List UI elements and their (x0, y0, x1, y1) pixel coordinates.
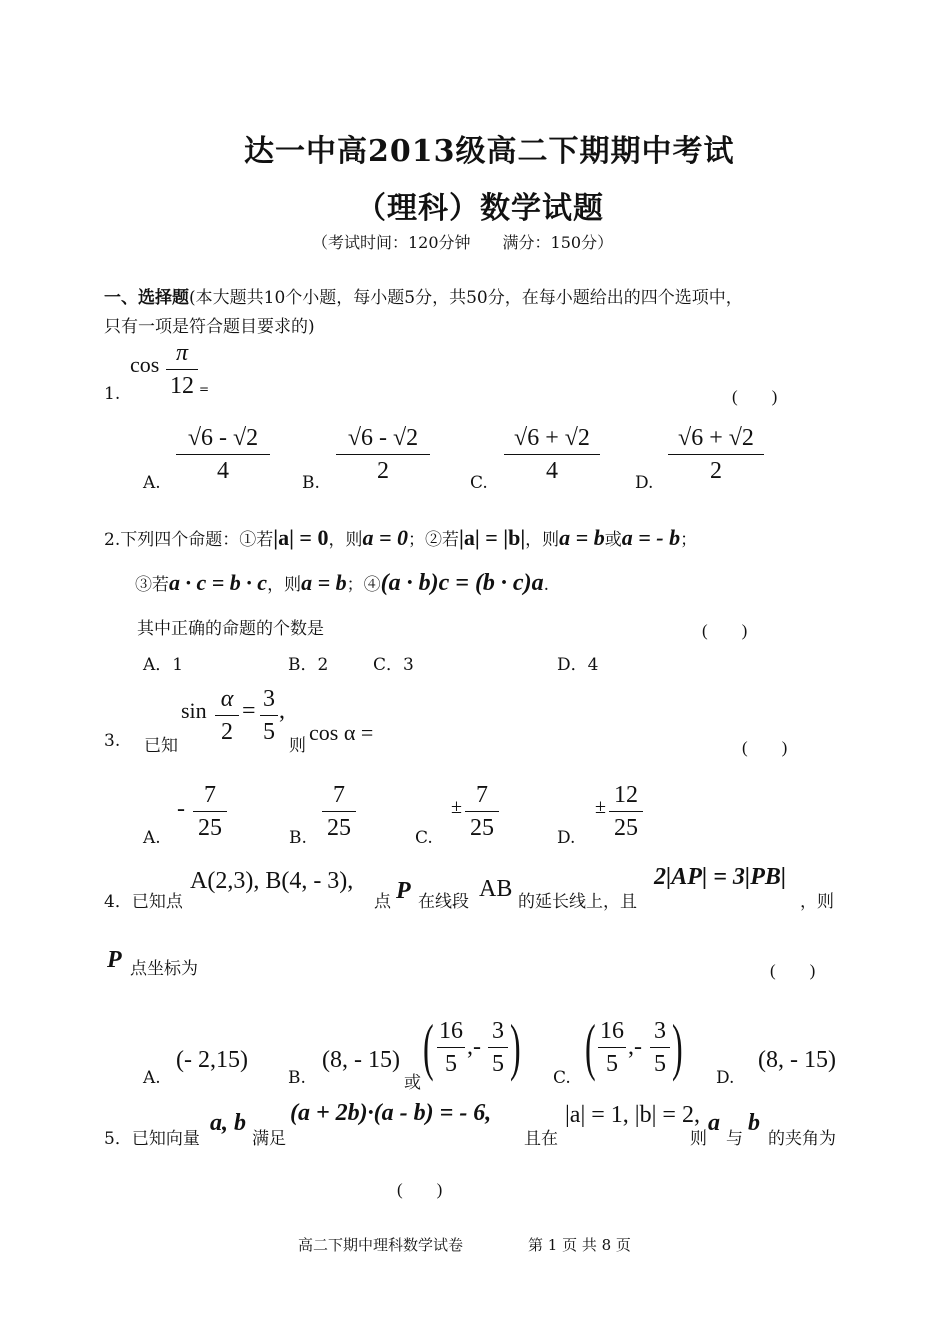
q2-opt-c: C．3 (373, 655, 414, 675)
q3-opt-b-label: B. (289, 828, 307, 848)
q5-ab: a, b (210, 1110, 246, 1136)
q4-P: P (396, 878, 411, 904)
q3-alpha: α (220, 686, 234, 712)
q2-expr1: |a| = 0 (273, 525, 329, 550)
q4-opt-c-frac1-num: 16 (600, 1018, 624, 1044)
q4-ext: 的延长线上，且 (518, 892, 637, 912)
q5-angle: 的夹角为 (768, 1129, 836, 1149)
q3-opt-d-den: 25 (614, 815, 638, 841)
q3-opt-c-sign: ± (451, 796, 462, 818)
q1-opt-c-den: 4 (546, 458, 558, 484)
q3-opt-a-sign: - (177, 796, 185, 822)
q1-opt-b-den: 2 (377, 458, 389, 484)
q3-three: 3 (263, 686, 275, 712)
q4-opt-b-rparen: ) (510, 1011, 521, 1082)
q3-frac-alpha (215, 684, 239, 747)
q4-then: ，则 (800, 892, 834, 912)
footer-page: 第 1 页 共 8 页 (528, 1236, 631, 1254)
q2-opt-b: B．2 (288, 655, 329, 675)
q3-opt-a-label: A. (143, 828, 161, 848)
q5-b: b (748, 1110, 760, 1136)
q4-line2: 点坐标为 (130, 959, 198, 979)
q2-expr5: a = - b (621, 525, 681, 550)
q4-opt-b-frac2-num: 3 (492, 1018, 504, 1044)
q5-a: a (708, 1110, 720, 1136)
q3-opt-b-num: 7 (333, 782, 345, 808)
q4-P-2: P (107, 947, 122, 973)
q2-then3: ，则 (267, 575, 302, 595)
section-desc-1: (本大题共10个小题，每小题5分，共50分，在每小题给出的四个选项中， (189, 288, 743, 308)
page-subtitle: （理科）数学试题 (356, 191, 604, 226)
q4-opt-a: (- 2,15) (176, 1047, 248, 1073)
q3-opt-b (322, 780, 356, 843)
q4-opt-c-frac1-den: 5 (606, 1051, 618, 1077)
q2-lead: 2.下列四个命题：①若 (104, 530, 274, 550)
q1-opt-d (668, 423, 764, 486)
q5-and: 且在 (524, 1129, 558, 1149)
q3-lead: 已知 (144, 736, 178, 756)
q4-opt-b-frac1-den: 5 (445, 1051, 457, 1077)
q3-opt-a-den: 25 (198, 815, 222, 841)
footer-left: 高二下期中理科数学试卷 (298, 1236, 464, 1254)
q2-expr2: a = 0 (362, 525, 409, 550)
q2-c3: ③若 (135, 575, 169, 595)
q3-opt-a-num: 7 (204, 782, 216, 808)
q4-opt-b-label: B. (288, 1068, 306, 1088)
q2-opt-d: D．4 (557, 655, 599, 675)
q2-expr6: a · c = b · c (169, 570, 268, 595)
exam-info: （考试时间：120分钟 满分：150分） (312, 233, 614, 252)
q2-opt-a: A．1 (143, 655, 184, 675)
q4-opt-c-frac2-den: 5 (654, 1051, 666, 1077)
q3-opt-c-den: 25 (470, 815, 494, 841)
q4-opt-c-neg: ,- (628, 1034, 642, 1060)
q3-sin: sin (181, 698, 207, 723)
q2-expr7: a = b (301, 570, 347, 595)
page-title: 达一中高2013级高二下期期中考试 (244, 134, 735, 169)
q3-answer-bracket: ( ) (742, 738, 788, 757)
q4-opt-c-frac1 (598, 1016, 626, 1079)
q2-then1: ，则 (328, 530, 363, 550)
q4-opt-b-or: 或 (404, 1073, 421, 1093)
q4-seg: 在线段 (418, 892, 469, 912)
q1-opt-a (176, 423, 270, 486)
q1-opt-d-label: D. (635, 473, 654, 493)
q2-mid: ；②若 (408, 530, 460, 550)
q2-dot: . (543, 575, 549, 595)
q3-frac-35 (260, 684, 278, 747)
q2-line3: 其中正确的命题的个数是 (137, 619, 324, 639)
q5-sat: 满足 (252, 1129, 286, 1149)
q1-opt-c-num: √6 + √2 (514, 425, 590, 451)
q4-points: A(2,3), B(4, - 3), (190, 868, 354, 894)
q4-opt-b-frac1 (437, 1016, 465, 1079)
q2-line2 (135, 570, 549, 597)
q4-opt-c-frac2 (650, 1016, 670, 1079)
q4-opt-b-lparen: ( (423, 1011, 434, 1082)
q1-opt-b-label: B. (302, 473, 320, 493)
q1-opt-a-label: A. (143, 473, 161, 493)
section-heading: 一、选择题 (104, 288, 189, 308)
q3-opt-d-num: 12 (614, 782, 638, 808)
q3-opt-d (609, 780, 643, 843)
q5-mag: |a| = 1, |b| = 2, (565, 1102, 700, 1128)
q1-opt-b (336, 423, 430, 486)
q5-expr: (a + 2b)·(a - b) = - 6, (290, 1100, 492, 1126)
q3-two: 2 (221, 719, 233, 745)
q4-opt-d-label: D. (716, 1068, 735, 1088)
q1-opt-c (504, 423, 600, 486)
q3-opt-d-sign: ± (595, 796, 606, 818)
q4-opt-b-frac2-den: 5 (492, 1051, 504, 1077)
q4-opt-b-neg: ,- (467, 1034, 481, 1060)
q3-opt-d-label: D. (557, 828, 576, 848)
q5-with: 与 (726, 1129, 743, 1149)
q4-answer-bracket: ( ) (770, 961, 816, 980)
q3-then: 则 (289, 736, 306, 756)
q5-then: 则 (690, 1129, 707, 1149)
q1-opt-b-num: √6 - √2 (347, 425, 419, 451)
q3-opt-b-den: 25 (327, 815, 351, 841)
q4-opt-b-frac1-num: 16 (439, 1018, 463, 1044)
q1-opt-a-den: 4 (217, 458, 229, 484)
q2-then2: ，则 (525, 530, 560, 550)
q3-comma: , (279, 698, 285, 724)
q3-number: 3. (104, 731, 121, 751)
q1-pi: π (175, 340, 189, 366)
q1-cos: cos (130, 352, 160, 377)
q2-line1 (104, 525, 697, 551)
q5-answer-bracket: ( ) (397, 1180, 443, 1199)
q4-AB: AB (479, 876, 513, 902)
q1-answer-bracket: ( ) (732, 387, 778, 406)
q2-answer-bracket: ( ) (702, 621, 748, 640)
section-desc-2: 只有一项是符合题目要求的) (104, 317, 315, 337)
q3-opt-c-num: 7 (476, 782, 488, 808)
section-heading-line (104, 283, 743, 308)
q3-five: 5 (263, 719, 275, 745)
q4-opt-c-label: C. (553, 1068, 571, 1088)
q4-opt-c-rparen: ) (672, 1011, 683, 1082)
q3-opt-c (465, 780, 499, 843)
q4-opt-d: (8, - 15) (758, 1047, 836, 1073)
q1-twelve: 12 (170, 373, 194, 399)
q2-semi: ； (680, 530, 698, 550)
q1-opt-d-den: 2 (710, 458, 722, 484)
q1-number: 1. (104, 384, 121, 404)
q1-opt-c-label: C. (470, 473, 488, 493)
q4-pt: 点 (374, 892, 391, 912)
q3-opt-c-label: C. (415, 828, 433, 848)
q4-opt-b: (8, - 15) (322, 1047, 400, 1073)
q4-opt-c-frac2-num: 3 (654, 1018, 666, 1044)
q4-lead: 4．已知点 (104, 892, 183, 912)
q3-opt-a (193, 780, 227, 843)
q2-expr3: |a| = |b| (459, 525, 526, 550)
q5-lead: 5．已知向量 (104, 1129, 200, 1149)
q4-opt-c-lparen: ( (585, 1011, 596, 1082)
q3-cos-alpha: cos α = (309, 720, 374, 745)
q1-fraction (166, 338, 198, 401)
q1-opt-a-num: √6 - √2 (187, 425, 259, 451)
q2-expr4: a = b (559, 525, 605, 550)
q2-or: 或 (604, 530, 622, 550)
q4-opt-a-label: A. (143, 1068, 161, 1088)
q4-condition: 2|AP| = 3|PB| (654, 864, 787, 890)
q2-expr8: (a · b)c = (b · c)a (380, 570, 544, 596)
q1-eq: = (199, 382, 210, 396)
q3-eq: = (242, 698, 256, 724)
q4-opt-b-frac2 (488, 1016, 508, 1079)
q1-opt-d-num: √6 + √2 (678, 425, 754, 451)
q2-c4: ；④ (346, 575, 381, 595)
